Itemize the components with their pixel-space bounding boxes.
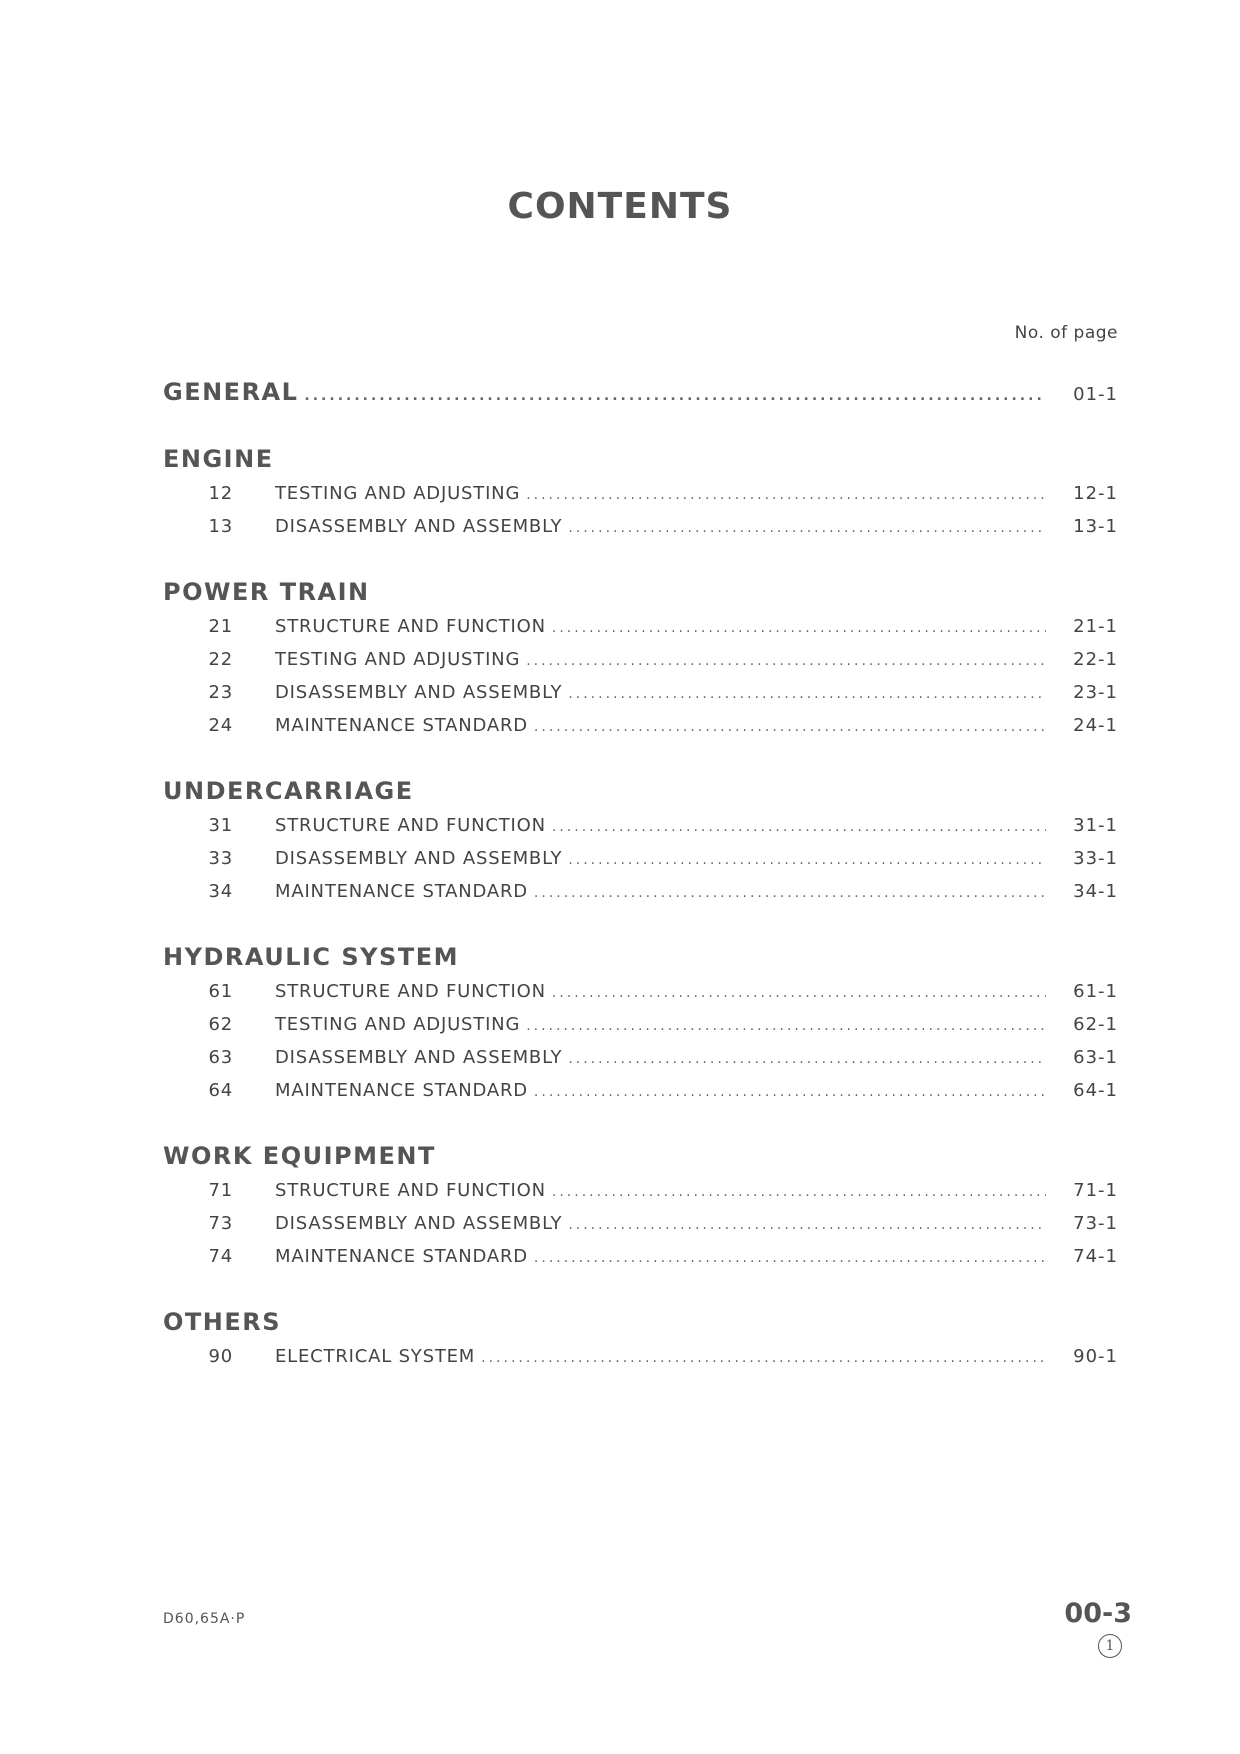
section-heading xyxy=(163,578,1118,616)
toc-entry xyxy=(163,516,1118,549)
dot-leader xyxy=(526,1018,1046,1034)
entry-number: 61 xyxy=(208,981,233,1002)
entry-number: 23 xyxy=(208,682,233,703)
section-heading xyxy=(163,1308,1118,1346)
entry-title: DISASSEMBLY AND ASSEMBLY xyxy=(275,682,563,703)
dot-leader xyxy=(568,686,1046,702)
section-heading xyxy=(163,777,1118,815)
toc-section xyxy=(163,578,1118,748)
toc-entry xyxy=(163,981,1118,1014)
section-spacer xyxy=(163,748,1118,777)
entry-page-ref: 63-1 xyxy=(1073,1047,1118,1068)
entry-title: STRUCTURE AND FUNCTION xyxy=(275,616,546,637)
section-heading-text: ENGINE xyxy=(163,445,274,473)
revision-mark-icon: 1 xyxy=(1098,1634,1122,1658)
entry-number: 62 xyxy=(208,1014,233,1035)
dot-leader xyxy=(526,487,1046,503)
dot-leader xyxy=(568,520,1046,536)
entry-title: MAINTENANCE STANDARD xyxy=(275,1246,528,1267)
entry-number: 34 xyxy=(208,881,233,902)
entry-number: 63 xyxy=(208,1047,233,1068)
entry-title: TESTING AND ADJUSTING xyxy=(275,483,521,504)
toc-entry xyxy=(163,815,1118,848)
toc-section xyxy=(163,1308,1118,1379)
entry-page-ref: 64-1 xyxy=(1073,1080,1118,1101)
entry-number: 12 xyxy=(208,483,233,504)
entry-number: 64 xyxy=(208,1080,233,1101)
entry-page-ref: 13-1 xyxy=(1073,516,1118,537)
dot-leader xyxy=(534,719,1046,735)
entry-number: 33 xyxy=(208,848,233,869)
entry-title: ELECTRICAL SYSTEM xyxy=(275,1346,476,1367)
section-heading-text: OTHERS xyxy=(163,1308,282,1336)
entry-page-ref: 24-1 xyxy=(1073,715,1118,736)
dot-leader xyxy=(568,1051,1046,1067)
toc-section xyxy=(163,378,1118,416)
dot-leader xyxy=(552,1184,1046,1200)
entry-title: TESTING AND ADJUSTING xyxy=(275,649,521,670)
entry-title: DISASSEMBLY AND ASSEMBLY xyxy=(275,848,563,869)
entry-number: 74 xyxy=(208,1246,233,1267)
entry-number: 13 xyxy=(208,516,233,537)
dot-leader xyxy=(552,819,1046,835)
entry-title: MAINTENANCE STANDARD xyxy=(275,715,528,736)
entry-title: TESTING AND ADJUSTING xyxy=(275,1014,521,1035)
entry-title: MAINTENANCE STANDARD xyxy=(275,881,528,902)
dot-leader xyxy=(526,653,1046,669)
dot-leader xyxy=(568,852,1046,868)
section-heading-text: GENERAL xyxy=(163,378,299,406)
section-page-ref: 01-1 xyxy=(1073,384,1118,405)
section-heading-text: HYDRAULIC SYSTEM xyxy=(163,943,459,971)
page-title: CONTENTS xyxy=(507,186,733,227)
toc-entry xyxy=(163,682,1118,715)
entry-number: 31 xyxy=(208,815,233,836)
toc-entry xyxy=(163,1180,1118,1213)
toc-section xyxy=(163,943,1118,1113)
toc-entry xyxy=(163,483,1118,516)
section-spacer xyxy=(163,416,1118,445)
entry-page-ref: 73-1 xyxy=(1073,1213,1118,1234)
entry-page-ref: 33-1 xyxy=(1073,848,1118,869)
entry-title: DISASSEMBLY AND ASSEMBLY xyxy=(275,1213,563,1234)
entry-page-ref: 31-1 xyxy=(1073,815,1118,836)
entry-number: 73 xyxy=(208,1213,233,1234)
entry-title: STRUCTURE AND FUNCTION xyxy=(275,981,546,1002)
entry-page-ref: 71-1 xyxy=(1073,1180,1118,1201)
section-spacer xyxy=(163,549,1118,578)
toc-entry xyxy=(163,1246,1118,1279)
section-heading-text: WORK EQUIPMENT xyxy=(163,1142,436,1170)
entry-title: STRUCTURE AND FUNCTION xyxy=(275,815,546,836)
toc-entry xyxy=(163,649,1118,682)
entry-number: 71 xyxy=(208,1180,233,1201)
entry-page-ref: 90-1 xyxy=(1073,1346,1118,1367)
dot-leader xyxy=(568,1217,1046,1233)
toc-entry xyxy=(163,1213,1118,1246)
toc-entry xyxy=(163,616,1118,649)
entry-number: 22 xyxy=(208,649,233,670)
entry-title: DISASSEMBLY AND ASSEMBLY xyxy=(275,1047,563,1068)
toc-entry xyxy=(163,715,1118,748)
entry-page-ref: 23-1 xyxy=(1073,682,1118,703)
section-spacer xyxy=(163,914,1118,943)
entry-title: STRUCTURE AND FUNCTION xyxy=(275,1180,546,1201)
toc-section xyxy=(163,777,1118,914)
toc-entry xyxy=(163,1080,1118,1113)
entry-number: 90 xyxy=(208,1346,233,1367)
table-of-contents xyxy=(163,378,1118,1379)
dot-leader xyxy=(481,1350,1046,1366)
section-heading-text: UNDERCARRIAGE xyxy=(163,777,414,805)
entry-page-ref: 74-1 xyxy=(1073,1246,1118,1267)
entry-number: 21 xyxy=(208,616,233,637)
toc-entry xyxy=(163,1014,1118,1047)
entry-page-ref: 62-1 xyxy=(1073,1014,1118,1035)
toc-entry xyxy=(163,881,1118,914)
dot-leader xyxy=(552,620,1046,636)
section-heading xyxy=(163,943,1118,981)
dot-leader xyxy=(534,885,1046,901)
section-heading xyxy=(163,378,1118,416)
dot-leader xyxy=(552,985,1046,1001)
toc-entry xyxy=(163,1047,1118,1080)
section-spacer xyxy=(163,1279,1118,1308)
dot-leader xyxy=(534,1084,1046,1100)
dot-leader xyxy=(304,388,1046,404)
footer-model-code: D60,65A·P xyxy=(163,1611,246,1627)
entry-page-ref: 21-1 xyxy=(1073,616,1118,637)
entry-number: 24 xyxy=(208,715,233,736)
toc-section xyxy=(163,445,1118,549)
entry-page-ref: 34-1 xyxy=(1073,881,1118,902)
toc-section xyxy=(163,1142,1118,1279)
section-heading xyxy=(163,1142,1118,1180)
entry-title: MAINTENANCE STANDARD xyxy=(275,1080,528,1101)
section-heading xyxy=(163,445,1118,483)
entry-page-ref: 12-1 xyxy=(1073,483,1118,504)
dot-leader xyxy=(534,1250,1046,1266)
section-heading-text: POWER TRAIN xyxy=(163,578,370,606)
toc-entry xyxy=(163,848,1118,881)
footer-page-number: 00-3 xyxy=(1064,1598,1132,1629)
page-number-column-header: No. of page xyxy=(1014,323,1118,343)
entry-page-ref: 22-1 xyxy=(1073,649,1118,670)
entry-title: DISASSEMBLY AND ASSEMBLY xyxy=(275,516,563,537)
entry-page-ref: 61-1 xyxy=(1073,981,1118,1002)
toc-entry xyxy=(163,1346,1118,1379)
section-spacer xyxy=(163,1113,1118,1142)
